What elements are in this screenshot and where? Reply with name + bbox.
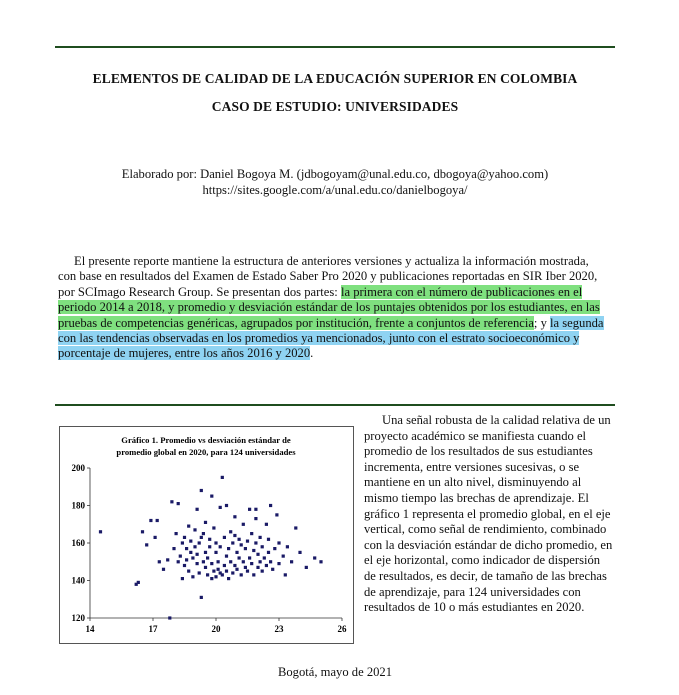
data-point	[196, 553, 199, 556]
y-tick-label: 140	[71, 575, 85, 586]
data-point	[198, 541, 201, 544]
data-point	[175, 532, 178, 535]
data-point	[99, 530, 102, 533]
data-point	[233, 515, 236, 518]
x-tick-label: 23	[274, 624, 284, 634]
data-point	[277, 562, 280, 565]
data-point	[191, 575, 194, 578]
data-point	[238, 538, 241, 541]
data-point	[256, 566, 259, 569]
data-point	[294, 526, 297, 529]
data-point	[250, 562, 253, 565]
data-point	[170, 500, 173, 503]
data-point	[191, 556, 194, 559]
highlight-green: la primera con el número de publicaciones en el periodo 2014 a 2018, y promedio y desviación estándar de los puntajes obtenidos por los estudiantes, en las pruebas de competencias genéricas, agrupados por institución, frente a conjuntos de referencia	[58, 284, 600, 330]
top-rule	[55, 46, 615, 48]
data-point	[208, 545, 211, 548]
data-point	[248, 508, 251, 511]
intro-paragraph	[58, 254, 610, 362]
data-point	[267, 551, 270, 554]
data-point	[196, 562, 199, 565]
data-point	[290, 560, 293, 563]
data-point	[200, 536, 203, 539]
data-point	[225, 555, 228, 558]
y-tick-label: 120	[71, 613, 85, 623]
data-point	[210, 577, 213, 580]
data-point	[189, 551, 192, 554]
data-point	[200, 489, 203, 492]
data-point	[204, 566, 207, 569]
x-tick-label: 14	[85, 624, 95, 634]
data-point	[319, 560, 322, 563]
data-point	[271, 568, 274, 571]
page-title: ELEMENTOS DE CALIDAD DE LA EDUCACIÓN SUPERIOR EN COLOMBIA	[92, 71, 578, 86]
data-point	[202, 560, 205, 563]
data-point	[217, 568, 220, 571]
data-point	[185, 558, 188, 561]
data-point	[275, 513, 278, 516]
data-point	[223, 564, 226, 567]
data-point	[145, 543, 148, 546]
data-point	[204, 521, 207, 524]
data-point	[265, 523, 268, 526]
data-point	[313, 556, 316, 559]
x-tick-label: 26	[337, 624, 347, 634]
data-point	[189, 540, 192, 543]
data-point	[214, 551, 217, 554]
data-point	[210, 495, 213, 498]
data-point	[250, 532, 253, 535]
data-point	[240, 573, 243, 576]
chart-title-line1: Gráfico 1. Promedio vs desviación estándar de	[121, 435, 291, 445]
side-paragraph	[364, 413, 614, 616]
data-point	[261, 570, 264, 573]
data-point	[298, 551, 301, 554]
intro-text: El presente reporte mantiene la estructura de anteriores versiones y actualiza la información mostrada, con base en resultados del Examen de Estado Saber Pro 2020 y publicaciones reportadas en SIR Iber 2020, por SCImago Research Group. Se presentan dos partes:	[58, 254, 598, 299]
data-point	[256, 553, 259, 556]
data-point	[246, 540, 249, 543]
highlight-blue: la segunda con las tendencias observadas en los promedios ya mencionados, junto con el estrato socioeconómico y porcentaje de mujeres, entre los años 2016 y 2020	[58, 315, 604, 361]
page-subtitle: CASO DE ESTUDIO: UNIVERSIDADES	[211, 99, 459, 114]
section-rule	[55, 404, 615, 406]
data-point	[137, 581, 140, 584]
data-point	[219, 545, 222, 548]
data-point	[183, 536, 186, 539]
data-point	[217, 560, 220, 563]
data-point	[235, 568, 238, 571]
data-point	[210, 562, 213, 565]
data-point	[179, 555, 182, 558]
side-text: Una señal robusta de la calidad relativa de un proyecto académico se manifiesta cuando el promedio de los resultados de sus estudiantes incrementa, entre versiones sucesivas, o se mantiene en un alto nivel, disminuyendo al mismo tiempo las brechas de aprendizaje. El gráfico 1 representa el promedio global, en el eje vertical, como señal de rendimiento, combinado con la desviación estándar de dicho promedio, en el eje horizontal, como indicador de dispersión de resultados, es decir, de tamaño de las brechas de aprendizaje, para 124 universidades con resultados de 10 o más estudiantes en 2020.	[364, 413, 613, 615]
author-url: https://sites.google.com/a/unal.edu.co/danielbogoya/	[202, 183, 468, 197]
data-point	[225, 570, 228, 573]
data-point	[252, 549, 255, 552]
chart-axes	[72, 463, 348, 634]
data-point	[254, 541, 257, 544]
data-point	[149, 519, 152, 522]
data-point	[254, 517, 257, 520]
data-point	[269, 504, 272, 507]
data-point	[242, 523, 245, 526]
data-point	[286, 545, 289, 548]
data-point	[233, 534, 236, 537]
data-point	[168, 616, 171, 619]
data-point	[259, 536, 262, 539]
x-tick-label: 17	[148, 624, 158, 634]
data-point	[235, 551, 238, 554]
data-point	[193, 528, 196, 531]
data-point	[172, 547, 175, 550]
data-point	[196, 508, 199, 511]
data-point	[156, 519, 159, 522]
y-tick-label: 160	[71, 538, 85, 548]
data-point	[214, 575, 217, 578]
data-point	[263, 556, 266, 559]
data-point	[212, 526, 215, 529]
data-point	[185, 547, 188, 550]
data-point	[231, 541, 234, 544]
scatter-chart	[60, 427, 353, 643]
data-point	[269, 560, 272, 563]
data-point	[265, 564, 268, 567]
y-tick-label: 200	[71, 463, 85, 473]
chart-points	[99, 476, 323, 620]
data-point	[154, 536, 157, 539]
data-point	[229, 560, 232, 563]
data-point	[208, 538, 211, 541]
data-point	[273, 547, 276, 550]
data-point	[223, 536, 226, 539]
data-point	[212, 570, 215, 573]
y-tick-label: 180	[71, 500, 85, 511]
data-point	[252, 573, 255, 576]
data-point	[231, 571, 234, 574]
data-point	[259, 560, 262, 563]
data-point	[233, 564, 236, 567]
data-point	[166, 558, 169, 561]
data-point	[214, 541, 217, 544]
data-point	[177, 502, 180, 505]
data-point	[193, 545, 196, 548]
data-point	[240, 543, 243, 546]
data-point	[141, 530, 144, 533]
data-point	[267, 538, 270, 541]
chart-title-line2: promedio global en 2020, para 124 universidades	[116, 447, 296, 457]
data-point	[158, 560, 161, 563]
data-point	[229, 530, 232, 533]
data-point	[246, 570, 249, 573]
data-point	[200, 596, 203, 599]
data-point	[284, 573, 287, 576]
data-point	[206, 573, 209, 576]
data-point	[219, 506, 222, 509]
x-tick-label: 20	[211, 624, 221, 634]
data-point	[206, 556, 209, 559]
data-point	[305, 566, 308, 569]
data-point	[181, 541, 184, 544]
footer-date: Bogotá, mayo de 2021	[277, 665, 393, 679]
data-point	[248, 556, 251, 559]
data-point	[204, 551, 207, 554]
data-point	[244, 566, 247, 569]
chart-frame	[59, 426, 354, 644]
data-point	[162, 568, 165, 571]
intro-between: ; y	[533, 315, 551, 330]
data-point	[244, 547, 247, 550]
data-point	[242, 560, 245, 563]
data-point	[177, 560, 180, 563]
data-point	[282, 555, 285, 558]
intro-end: .	[310, 346, 314, 361]
data-point	[227, 577, 230, 580]
data-point	[181, 577, 184, 580]
data-point	[227, 547, 230, 550]
data-point	[198, 571, 201, 574]
data-point	[277, 541, 280, 544]
data-point	[221, 573, 224, 576]
data-point	[238, 556, 241, 559]
data-point	[221, 476, 224, 479]
data-point	[261, 545, 264, 548]
author-line: Elaborado por: Daniel Bogoya M. (jdbogoyam@unal.edu.co, dbogoya@yahoo.com)	[121, 167, 549, 181]
data-point	[187, 570, 190, 573]
data-point	[202, 532, 205, 535]
data-point	[183, 564, 186, 567]
data-point	[254, 508, 257, 511]
data-point	[187, 525, 190, 528]
data-point	[225, 504, 228, 507]
